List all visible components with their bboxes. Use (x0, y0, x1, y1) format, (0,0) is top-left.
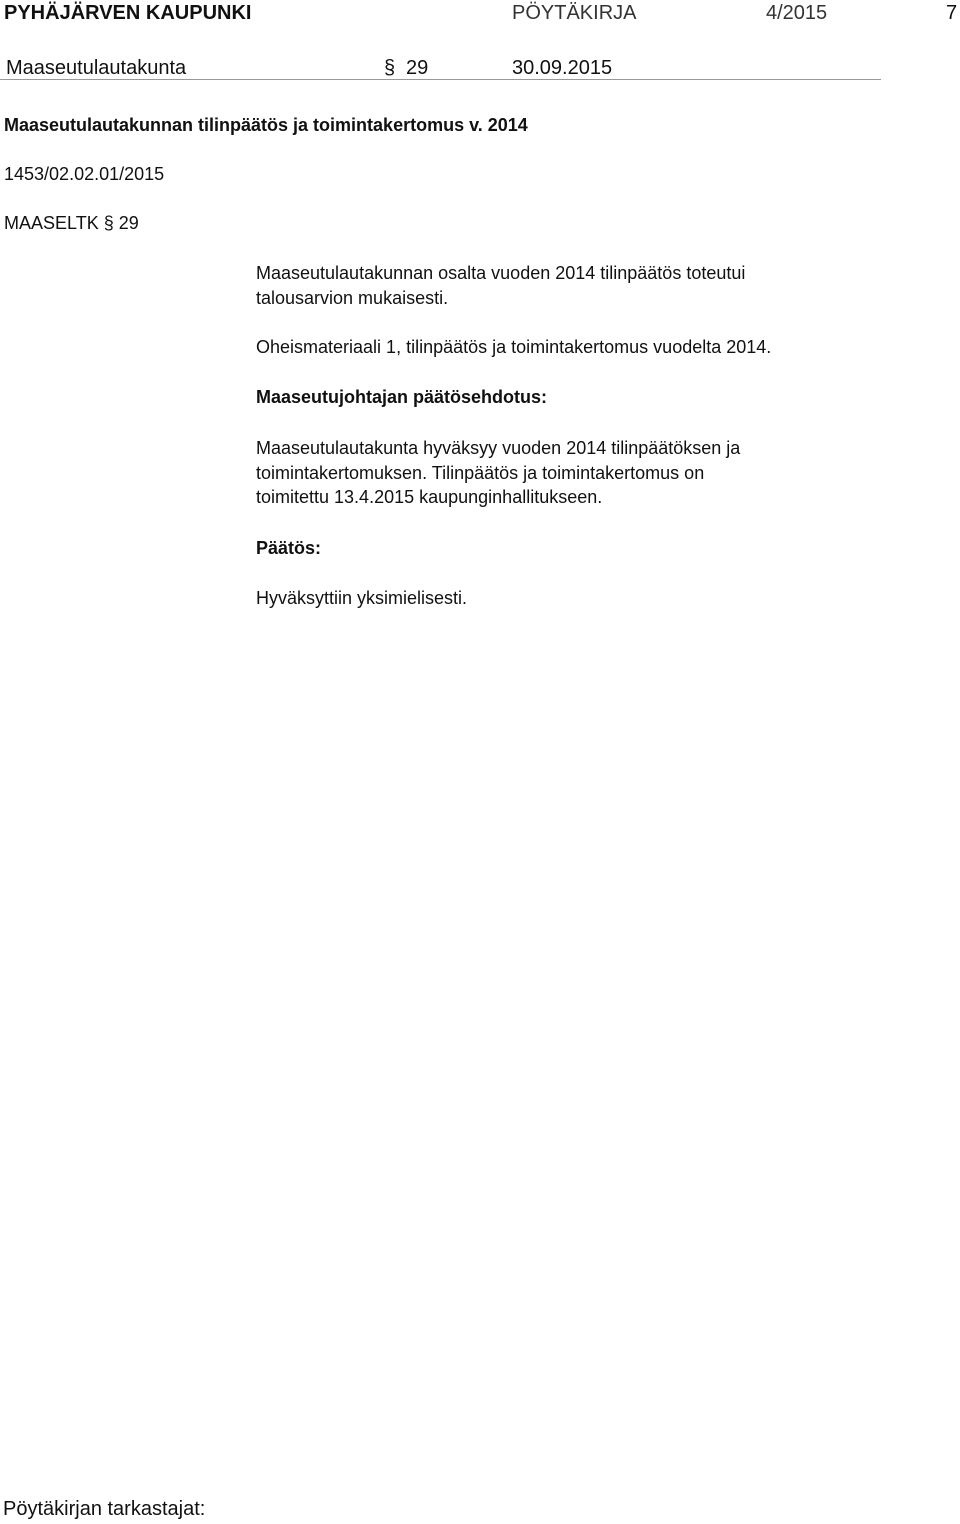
proposal-heading: Maaseutujohtajan päätösehdotus: (256, 387, 548, 407)
item-code (4, 214, 139, 232)
paragraph-result: Maaseutulautakunnan osalta vuoden 2014 tilinpäätös toteutui talousarvion mukaisesti. (256, 263, 746, 308)
paragraph-attachment: Oheismateriaali 1, tilinpäätös ja toimintakertomus vuodelta 2014. (256, 337, 772, 357)
committee-name: Maaseutulautakunta (6, 57, 187, 79)
item-code-number: 29 (118, 213, 139, 233)
item-code-prefix: MAASELTK (4, 213, 99, 233)
decision-text: Hyväksyttiin yksimielisesti. (256, 588, 468, 608)
city-name: PYHÄJÄRVEN KAUPUNKI (4, 2, 252, 24)
item-reference: 1453/02.02.01/2015 (4, 164, 165, 184)
decision-heading: Päätös: (256, 538, 322, 558)
section-sign-icon: § (384, 57, 396, 79)
header-divider (0, 79, 881, 80)
document-type: PÖYTÄKIRJA (512, 2, 637, 24)
section-number: 29 (406, 57, 429, 79)
signature-label: Pöytäkirjan tarkastajat: (3, 1498, 206, 1520)
document-number: 4/2015 (766, 2, 828, 24)
meeting-date: 30.09.2015 (512, 57, 613, 79)
proposal-text: Maaseutulautakunta hyväksyy vuoden 2014 tilinpäätöksen ja toimintakertomuksen. Tilinpäätös ja toimintakertomus on toimitettu 13.4.2015 kaupunginhallitukseen. (256, 438, 741, 507)
page-number: 7 (946, 2, 958, 24)
item-title: Maaseutulautakunnan tilinpäätös ja toimintakertomus v. 2014 (4, 115, 528, 135)
section-sign-icon: § (103, 213, 114, 233)
